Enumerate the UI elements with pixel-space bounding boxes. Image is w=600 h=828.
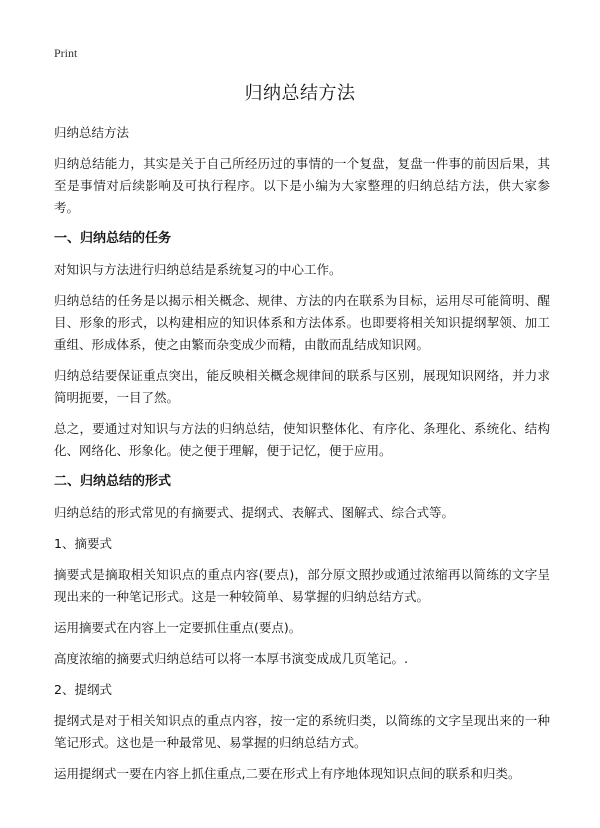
article-body — [54, 122, 550, 794]
paragraph: 高度浓缩的摘要式归纳总结可以将一本厚书演变成成几页笔记。. — [54, 651, 408, 666]
paragraph: 运用摘要式在内容上一定要抓住重点(要点)。 — [54, 620, 302, 635]
intro-paragraph: 归纳总结能力，其实是关于自己所经历过的事情的一个复盘，复盘一件事的前因后果，其至是事情对后续影响及可执行程序。以下是小编为大家整理的归纳总结方法，供大家参考。 — [54, 156, 550, 215]
print-link[interactable]: Print — [54, 46, 78, 60]
section-heading-forms: 二、归纳总结的形式 — [54, 474, 172, 489]
subheading-summary: 1、摘要式 — [54, 536, 112, 551]
article-subtitle: 归纳总结方法 — [54, 125, 130, 140]
paragraph: 提纲式是对于相关知识点的重点内容，按一定的系统归类，以简练的文字呈现出来的一种笔记形式。这也是一种最常见、易掌握的归纳总结方式。 — [54, 713, 550, 750]
subheading-outline: 2、提纲式 — [54, 682, 112, 697]
paragraph: 归纳总结的形式常见的有摘要式、提纲式、表解式、图解式、综合式等。 — [54, 505, 455, 520]
paragraph: 归纳总结的任务是以揭示相关概念、规律、方法的内在联系为目标，运用尽可能简明、醒目、形象的形式，以构建相应的知识体系和方法体系。也即要将相关知识提纲挈领、加工重组、形成体系，使之由繁而杂变成少而精，由散而乱结成知识网。 — [54, 293, 550, 352]
paragraph: 归纳总结要保证重点突出，能反映相关概念规律间的联系与区别，展现知识网络，并力求简明扼要，一目了然。 — [54, 368, 550, 405]
page-title: 归纳总结方法 — [244, 83, 356, 104]
paragraph: 总之，要通过对知识与方法的归纳总结，使知识整体化、有序化、条理化、系统化、结构化、网络化、形象化。使之便于理解，便于记忆，便于应用。 — [54, 421, 550, 458]
section-heading-tasks: 一、归纳总结的任务 — [54, 231, 172, 246]
paragraph: 运用提纲式一要在内容上抓住重点,二要在形式上有序地体现知识点间的联系和归类。 — [54, 766, 521, 781]
paragraph: 对知识与方法进行归纳总结是系统复习的中心工作。 — [54, 262, 342, 277]
paragraph: 摘要式是摘取相关知识点的重点内容(要点)，部分原文照抄或通过浓缩再以简练的文字呈现出来的一种笔记形式。这是一种较简单、易掌握的归纳总结方式。 — [54, 567, 550, 604]
